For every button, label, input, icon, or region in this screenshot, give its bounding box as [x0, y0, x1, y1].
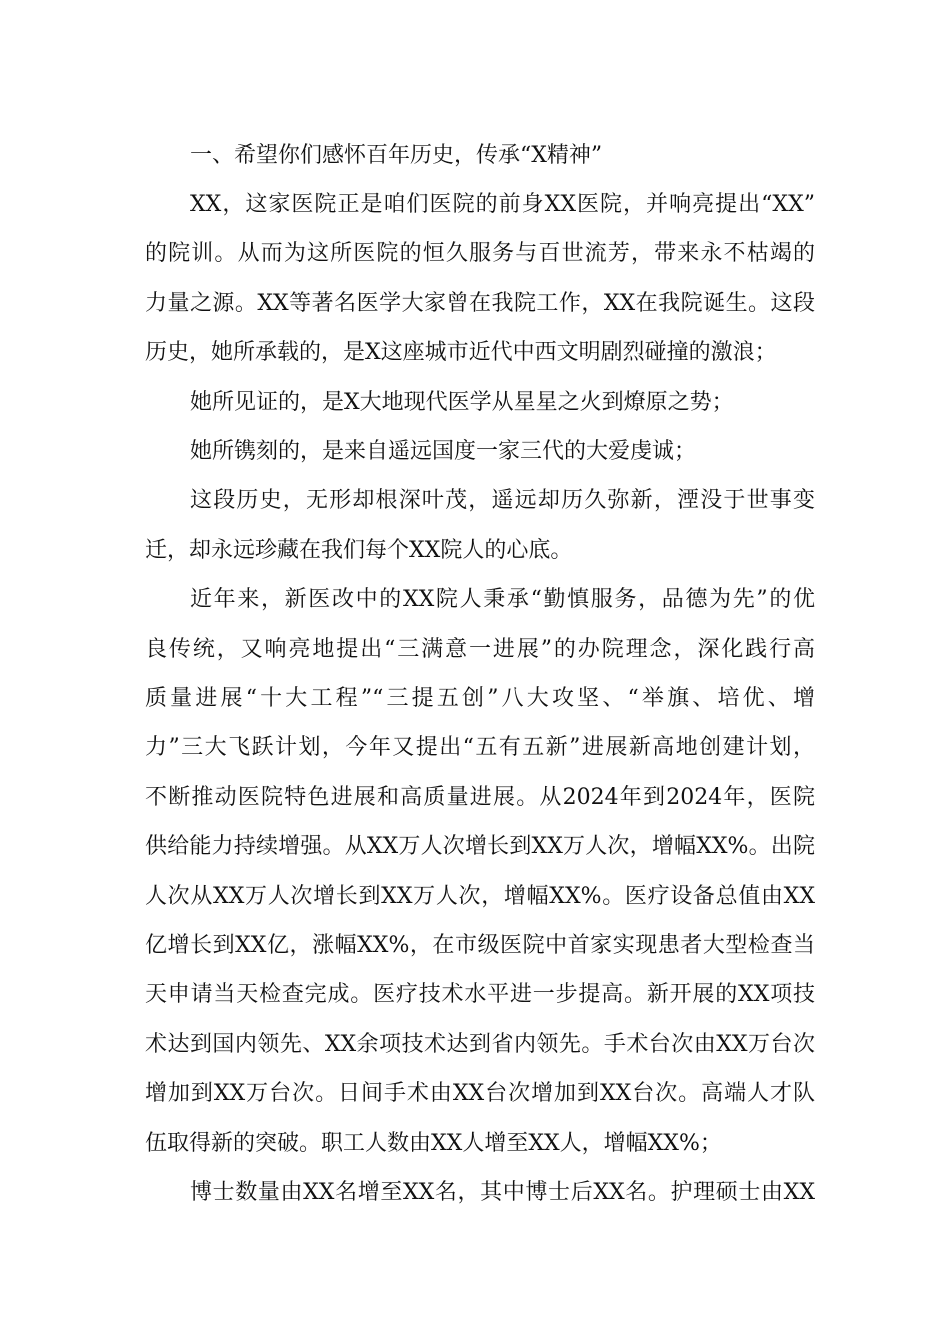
paragraph-line: XX，这家医院正是咱们医院的前身XX医院，并响亮提出“XX”: [190, 192, 815, 217]
section-heading: 一、希望你们感怀百年历史，传承“X精神”: [190, 143, 603, 168]
paragraph-line: 历史，她所承载的，是X这座城市近代中西文明剧烈碰撞的激浪；: [145, 340, 777, 365]
paragraph-line: 这段历史，无形却根深叶茂，遥远却历久弥新，湮没于世事变: [190, 488, 815, 513]
paragraph-line: 近年来，新医改中的XX院人秉承“勤慎服务，品德为先”的优: [190, 587, 815, 612]
paragraph-line: 力量之源。XX等著名医学大家曾在我院工作，XX在我院诞生。这段: [145, 291, 815, 316]
paragraph-line: 力”三大飞跃计划，今年又提出“五有五新”进展新高地创建计划，: [145, 735, 815, 760]
paragraph-line: 迁，却永远珍藏在我们每个XX院人的心底。: [145, 538, 573, 563]
paragraph-line: 伍取得新的突破。职工人数由XX人增至XX人，增幅XX%；: [145, 1131, 722, 1156]
paragraph-line: 她所镌刻的，是来自遥远国度一家三代的大爱虔诚；: [190, 439, 697, 464]
paragraph-line: 良传统，又响亮地提出“三满意一进展”的办院理念，深化践行高: [145, 637, 815, 662]
paragraph-line: 质量进展“十大工程”“三提五创”八大攻坚、“举旗、培优、增: [145, 686, 815, 711]
paragraph-line: 博士数量由XX名增至XX名，其中博士后XX名。护理硕士由XX: [190, 1180, 815, 1205]
paragraph-line: 亿增长到XX亿，涨幅XX%，在市级医院中首家实现患者大型检查当: [145, 933, 815, 958]
paragraph-line: 天申请当天检查完成。医疗技术水平进一步提高。新开展的XX项技: [145, 982, 815, 1007]
paragraph-line: 供给能力持续增强。从XX万人次增长到XX万人次，增幅XX%。出院: [145, 834, 815, 859]
paragraph-line: 的院训。从而为这所医院的恒久服务与百世流芳，带来永不枯竭的: [145, 241, 815, 266]
paragraph-line: 人次从XX万人次增长到XX万人次，增幅XX%。医疗设备总值由XX: [145, 884, 815, 909]
paragraph-line: 增加到XX万台次。日间手术由XX台次增加到XX台次。高端人才队: [145, 1081, 815, 1106]
paragraph-line: 不断推动医院特色进展和高质量进展。从2024年到2024年，医院: [145, 785, 815, 810]
paragraph-line: 术达到国内领先、XX余项技术达到省内领先。手术台次由XX万台次: [145, 1032, 815, 1057]
paragraph-line: 她所见证的，是X大地现代医学从星星之火到燎原之势；: [190, 390, 734, 415]
